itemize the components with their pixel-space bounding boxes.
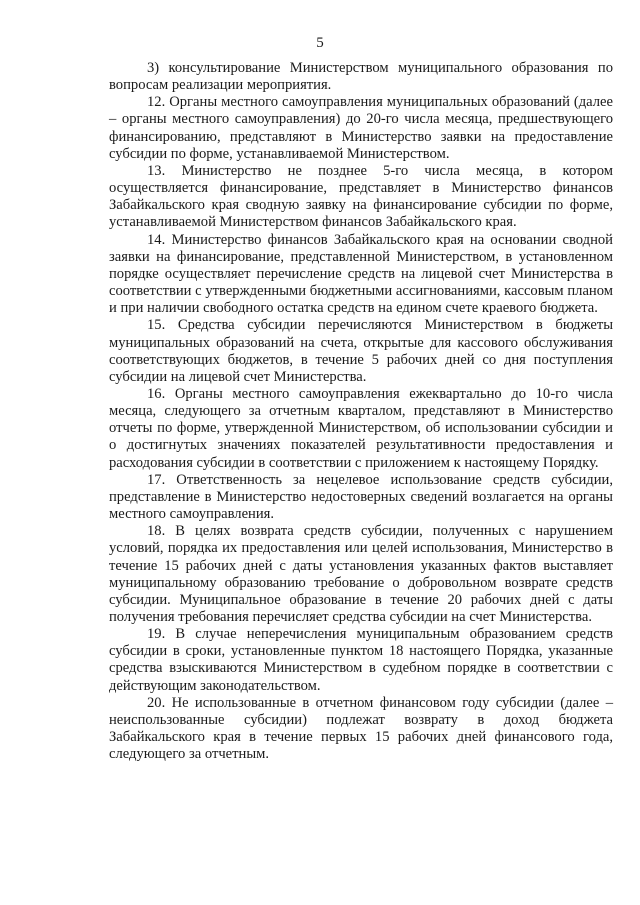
document-body [109, 60, 613, 763]
paragraph-14: 14. Министерство финансов Забайкальского края на основании сводной заявки на финансирование, представленной Министерством, в установленном порядке осуществляет перечисление средств на лицевой счет Министерства в соответствии с утвержденными бюджетными ассигнованиями, кассовым планом и при наличии свободного остатка средств на едином счете краевого бюджета. [109, 231, 613, 317]
paragraph-19: 19. В случае неперечисления муниципальным образованием средств субсидии в сроки, установленные пунктом 18 настоящего Порядка, указанные средства взыскиваются Министерством в судебном порядке в соответствии с действующим законодательством. [109, 626, 613, 694]
page-number: 5 [316, 35, 324, 51]
paragraph-15: 15. Средства субсидии перечисляются Министерством в бюджеты муниципальных образований на счета, открытые для кассового обслуживания соответствующих бюджетов, в течение 5 рабочих дней со дня поступления субсидии на лицевой счет Министерства. [109, 317, 613, 385]
paragraph-12: 12. Органы местного самоуправления муниципальных образований (далее – органы местного самоуправления) до 20-го числа месяца, предшествующего финансированию, представляют в Министерство заявки на предоставление субсидии по форме, устанавливаемой Министерством. [109, 94, 613, 162]
paragraph-18: 18. В целях возврата средств субсидии, полученных с нарушением условий, порядка их предоставления или целей использования, Министерство в течение 15 рабочих дней с даты установления указанных фактов выставляет муниципальному образованию требование о добровольном возврате средств субсидии. Муниципальное образование в течение 20 рабочих дней с даты получения требования перечисляет средства субсидии на счет Министерства. [109, 523, 613, 625]
paragraph-17: 17. Ответственность за нецелевое использование средств субсидии, представление в Министерство недостоверных сведений возлагается на органы местного самоуправления. [109, 471, 613, 523]
paragraph-item-3: 3) консультирование Министерством муниципального образования по вопросам реализации мероприятия. [109, 60, 613, 94]
paragraph-20: 20. Не использованные в отчетном финансовом году субсидии (далее – неиспользованные субсидии) подлежат возврату в доход бюджета Забайкальского края в течение первых 15 рабочих дней финансового года, следующего за отчетным. [109, 694, 613, 763]
paragraph-13: 13. Министерство не позднее 5-го числа месяца, в котором осуществляется финансирование, представляет в Министерство финансов Забайкальского края сводную заявку на финансирование субсидии по форме, устанавливаемой Министерством финансов Забайкальского края. [109, 162, 613, 231]
paragraph-16: 16. Органы местного самоуправления ежеквартально до 10-го числа месяца, следующего за отчетным кварталом, представляют в Министерство отчеты по форме, утвержденной Министерством, об использовании субсидии и о достигнутых значениях показателей результативности предоставления и расходования субсидии в соответствии с приложением к настоящему Порядку. [109, 385, 613, 471]
